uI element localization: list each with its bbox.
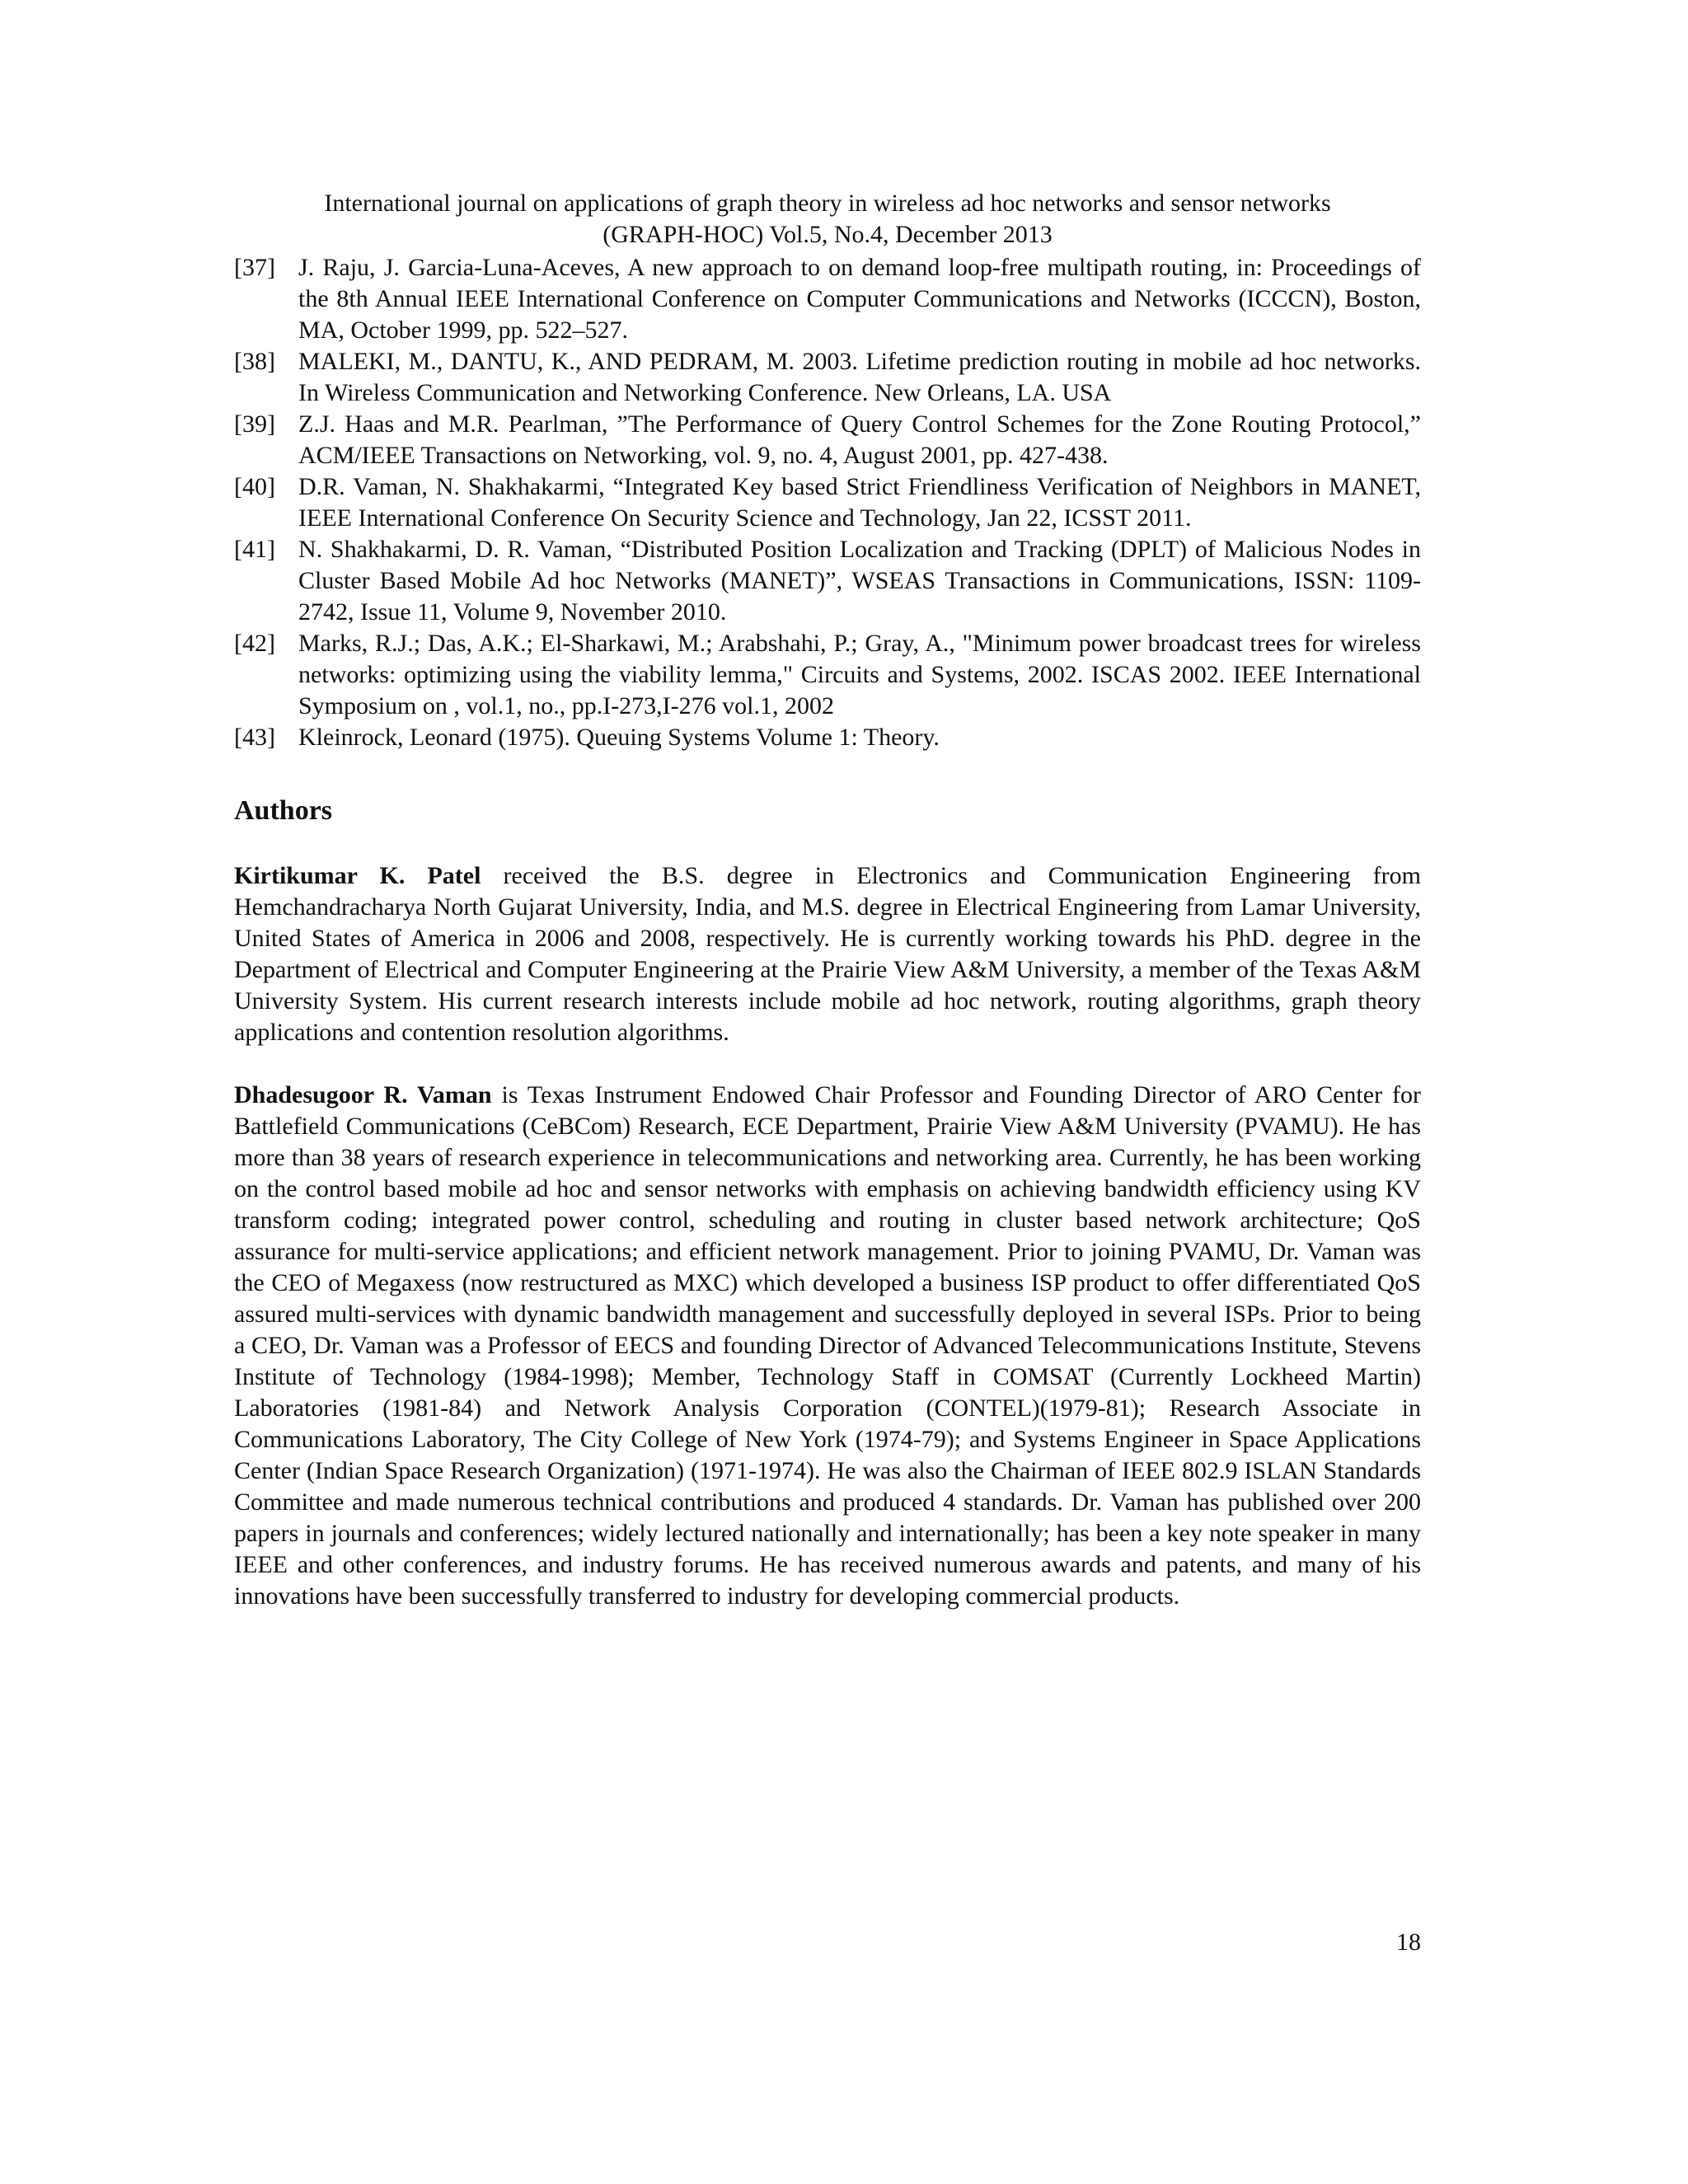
reference-item — [234, 346, 1421, 409]
author-bio-patel — [234, 860, 1421, 1048]
reference-item — [234, 409, 1421, 471]
reference-text: J. Raju, J. Garcia-Luna-Aceves, A new approach to on demand loop-free multipath routing, in: Proceedings of the 8th Annual IEEE International Conference on Computer Communications and Networks (ICCCN), Boston, MA, October 1999, pp. 522–527. — [298, 254, 1421, 344]
reference-number: [43] — [234, 724, 275, 751]
journal-issue-line: (GRAPH-HOC) Vol.5, No.4, December 2013 — [603, 221, 1053, 248]
reference-number: [40] — [234, 473, 275, 500]
reference-list — [234, 252, 1421, 753]
author-bio-vaman — [234, 1080, 1421, 1612]
reference-item — [234, 722, 1421, 753]
reference-text: N. Shakhakarmi, D. R. Vaman, “Distributed Position Localization and Tracking (DPLT) of Malicious Nodes in Cluster Based Mobile Ad hoc Networks (MANET)”, WSEAS Transactions in Communications, ISSN: 1109-2742, Issue 11, Volume 9, November 2010. — [298, 536, 1421, 626]
reference-number: [41] — [234, 536, 275, 563]
reference-item — [234, 252, 1421, 346]
reference-text: MALEKI, M., DANTU, K., AND PEDRAM, M. 2003. Lifetime prediction routing in mobile ad hoc networks. In Wireless Communication and Networking Conference. New Orleans, LA. USA — [298, 348, 1421, 406]
author-bio-text: received the B.S. degree in Electronics and Communication Engineering from Hemchandracharya North Gujarat University, India, and M.S. degree in Electrical Engineering from Lamar University, United States of America in 2006 and 2008, respectively. He is currently working towards his PhD. degree in the Department of Electrical and Computer Engineering at the Prairie View A&M University, a member of the Texas A&M University System. His current research interests include mobile ad hoc network, routing algorithms, graph theory applications and contention resolution algorithms. — [234, 862, 1421, 1046]
reference-number: [39] — [234, 410, 275, 438]
page-number: 18 — [1396, 1929, 1421, 1956]
reference-item — [234, 471, 1421, 534]
reference-text: D.R. Vaman, N. Shakhakarmi, “Integrated Key based Strict Friendliness Verification of Neighbors in MANET, IEEE International Conference On Security Science and Technology, Jan 22, ICSST 2011. — [298, 473, 1421, 532]
reference-item — [234, 628, 1421, 722]
journal-title-line: International journal on applications of graph theory in wireless ad hoc networks and sensor networks — [324, 190, 1331, 217]
author-name: Dhadesugoor R. Vaman — [234, 1081, 492, 1108]
reference-text: Kleinrock, Leonard (1975). Queuing Systems Volume 1: Theory. — [298, 724, 940, 751]
reference-number: [37] — [234, 254, 275, 281]
author-name: Kirtikumar K. Patel — [234, 862, 481, 889]
reference-text: Marks, R.J.; Das, A.K.; El-Sharkawi, M.; Arabshahi, P.; Gray, A., "Minimum power broadcast trees for wireless networks: optimizing using the viability lemma," Circuits and Systems, 2002. ISCAS 2002. IEEE International Symposium on , vol.1, no., pp.I-273,I-276 vol.1, 2002 — [298, 630, 1421, 719]
authors-heading: Authors — [234, 795, 333, 826]
running-header — [234, 188, 1421, 251]
reference-text: Z.J. Haas and M.R. Pearlman, ”The Performance of Query Control Schemes for the Zone Routing Protocol,” ACM/IEEE Transactions on Networking, vol. 9, no. 4, August 2001, pp. 427-438. — [298, 410, 1421, 469]
author-bio-text: is Texas Instrument Endowed Chair Professor and Founding Director of ARO Center for Battlefield Communications (CeBCom) Research, ECE Department, Prairie View A&M University (PVAMU). He has more than 38 years of research experience in telecommunications and networking area. Currently, he has been working on the control based mobile ad hoc and sensor networks with emphasis on achieving bandwidth efficiency using KV transform coding; integrated power control, scheduling and routing in cluster based network architecture; QoS assurance for multi-service applications; and efficient network management. Prior to joining PVAMU, Dr. Vaman was the CEO of Megaxess (now restructured as MXC) which developed a business ISP product to offer differentiated QoS assured multi-services with dynamic bandwidth management and successfully deployed in several ISPs. Prior to being a CEO, Dr. Vaman was a Professor of EECS and founding Director of Advanced Telecommunications Institute, Stevens Institute of Technology (1984-1998); Member, Technology Staff in COMSAT (Currently Lockheed Martin) Laboratories (1981-84) and Network Analysis Corporation (CONTEL)(1979-81); Research Associate in Communications Laboratory, The City College of New York (1974-79); and Systems Engineer in Space Applications Center (Indian Space Research Organization) (1971-1974). He was also the Chairman of IEEE 802.9 ISLAN Standards Committee and made numerous technical contributions and produced 4 standards. Dr. Vaman has published over 200 papers in journals and conferences; widely lectured nationally and internationally; has been a key note speaker in many IEEE and other conferences, and industry forums. He has received numerous awards and patents, and many of his innovations have been successfully transferred to industry for developing commercial products. — [234, 1081, 1421, 1610]
reference-number: [38] — [234, 348, 275, 375]
reference-item — [234, 534, 1421, 628]
reference-number: [42] — [234, 630, 275, 657]
